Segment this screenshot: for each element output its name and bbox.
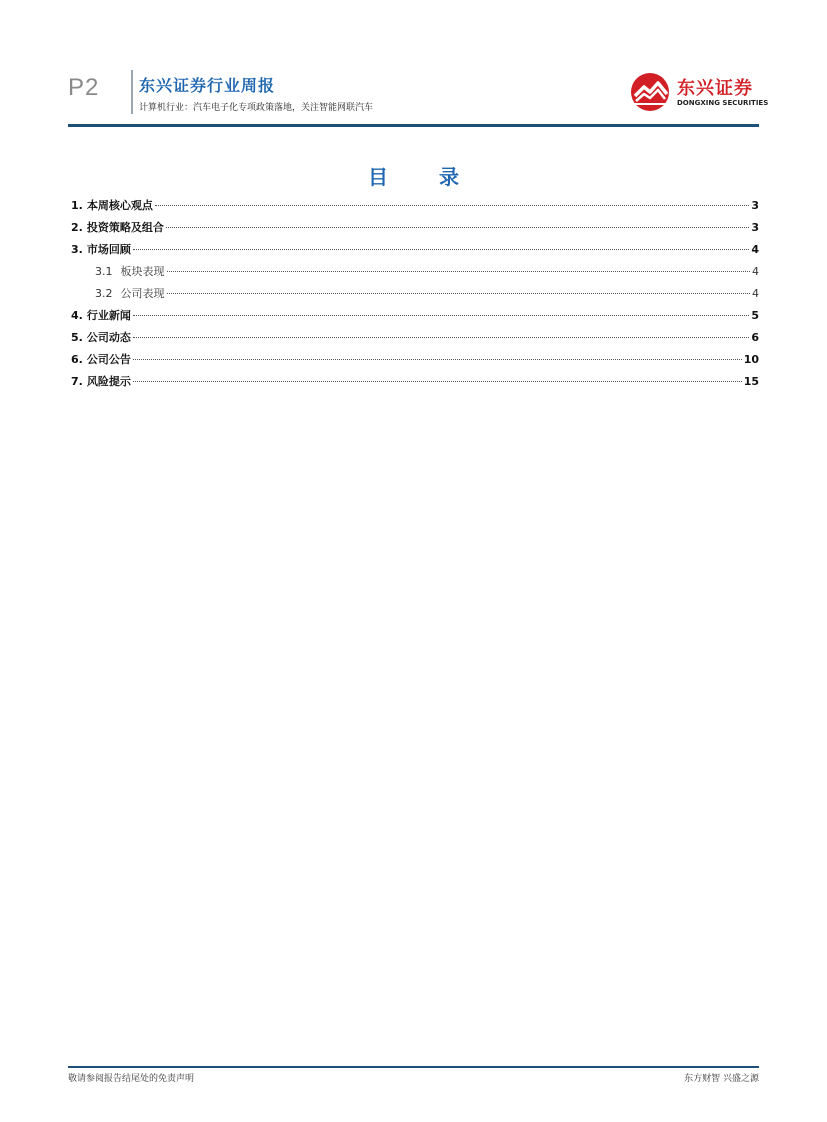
brand-block [630, 72, 769, 112]
toc-dot-leader [155, 205, 750, 206]
toc-entry-label: 行业新闻 [86, 309, 131, 322]
footer-slogan: 东方财智 兴盛之源 [684, 1074, 759, 1084]
brand-name: 东兴证券 [677, 78, 753, 99]
toc-entry-number: 7. [71, 375, 83, 388]
toc-entry-label: 公司表现 [120, 287, 165, 300]
toc-entry-number: 3. [71, 243, 83, 256]
toc-entry[interactable] [71, 241, 759, 263]
toc-entry-number: 3.2 [95, 287, 113, 300]
toc-entry-number: 2. [71, 221, 83, 234]
toc-entry-number: 3.1 [95, 265, 113, 278]
footer-disclaimer: 敬请参阅报告结尾处的免责声明 [68, 1074, 195, 1084]
toc-entry[interactable] [71, 351, 759, 373]
toc-entry[interactable] [71, 197, 759, 219]
toc-entry-label: 风险提示 [86, 375, 131, 388]
toc-list [71, 197, 759, 395]
toc-entry-page: 5 [751, 309, 759, 322]
toc-entry-page: 4 [752, 265, 759, 278]
header-divider [131, 70, 133, 114]
toc-dot-leader [133, 381, 742, 382]
toc-entry-page: 3 [751, 221, 759, 234]
toc-entry-label: 板块表现 [120, 265, 165, 278]
toc-entry-label: 本周核心观点 [86, 199, 153, 212]
toc-dot-leader [133, 359, 742, 360]
toc-title: 目 录 [368, 165, 481, 189]
toc-dot-leader [167, 271, 751, 272]
toc-entry-page: 4 [751, 243, 759, 256]
toc-entry-number: 4. [71, 309, 83, 322]
toc-entry-label: 公司公告 [86, 353, 131, 366]
toc-entry-page: 10 [743, 353, 759, 366]
toc-entry-label: 市场回顾 [86, 243, 131, 256]
toc-dot-leader [166, 227, 750, 228]
toc-entry[interactable] [71, 285, 759, 307]
toc-dot-leader [167, 293, 751, 294]
brand-english-name: DONGXING SECURITIES [677, 99, 769, 107]
toc-entry-page: 6 [751, 331, 759, 344]
dongxing-logo-icon [630, 72, 672, 112]
toc-entry[interactable] [71, 373, 759, 395]
report-type-title: 东兴证券行业周报 [139, 76, 276, 95]
header-rule [68, 124, 759, 127]
toc-entry-number: 5. [71, 331, 83, 344]
toc-entry[interactable] [71, 307, 759, 329]
toc-entry-label: 公司动态 [86, 331, 131, 344]
toc-dot-leader [133, 315, 750, 316]
toc-dot-leader [133, 249, 750, 250]
toc-dot-leader [133, 337, 750, 338]
report-subtitle: 计算机行业：汽车电子化专项政策落地，关注智能网联汽车 [139, 103, 374, 113]
toc-entry[interactable] [71, 329, 759, 351]
toc-entry[interactable] [71, 219, 759, 241]
toc-entry-number: 6. [71, 353, 83, 366]
page-number: P2 [68, 74, 100, 101]
toc-entry[interactable] [71, 263, 759, 285]
toc-entry-label: 投资策略及组合 [86, 221, 164, 234]
toc-entry-page: 3 [751, 199, 759, 212]
footer-rule [68, 1066, 759, 1068]
toc-entry-page: 15 [743, 375, 759, 388]
toc-entry-page: 4 [752, 287, 759, 300]
toc-entry-number: 1. [71, 199, 83, 212]
